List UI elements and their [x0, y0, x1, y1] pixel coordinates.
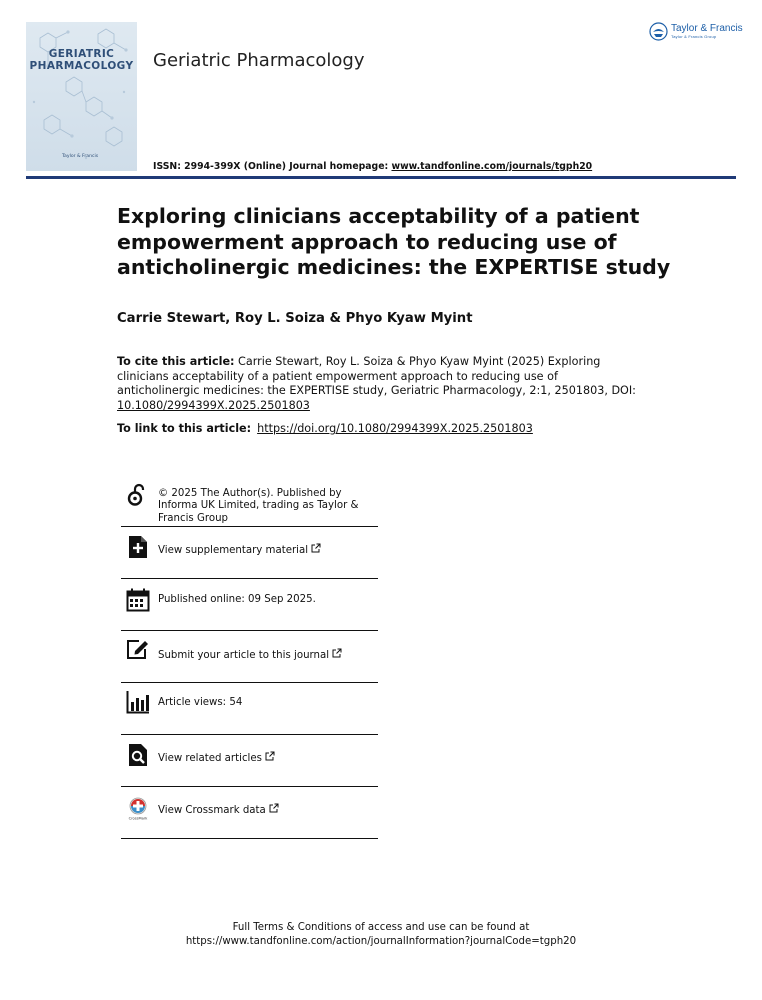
submit-row[interactable]: [121, 631, 378, 683]
article-views: Article views: 54: [158, 697, 243, 708]
issn-text: ISSN: 2994-399X (Online) Journal homepage:: [153, 161, 392, 172]
related-articles-search-icon: [126, 743, 150, 767]
external-link-icon: [311, 543, 321, 553]
article-link-line: [117, 422, 533, 435]
published-date: Published online: 09 Sep 2025.: [158, 594, 316, 605]
citation-block: [117, 355, 637, 413]
submit-label: Submit your article to this journal: [158, 650, 330, 661]
related-link[interactable]: [158, 751, 380, 765]
external-link-icon: [269, 803, 279, 813]
article-authors: Carrie Stewart, Roy L. Soiza & Phyo Kyaw Myint: [117, 311, 473, 326]
article-info-list: [121, 478, 378, 839]
citation-label: To cite this article:: [117, 355, 235, 368]
external-link-icon: [265, 751, 275, 761]
footer-terms-link[interactable]: https://www.tandfonline.com/action/journalInformation?journalCode=tgph20: [185, 936, 577, 947]
publisher-subname: Taylor & Francis Group: [671, 34, 717, 39]
license-text: © 2025 The Author(s). Published by Informa UK Limited, trading as Taylor & Francis Group: [158, 488, 359, 524]
cover-title-line1: GERIATRIC: [48, 48, 115, 60]
publisher-logo-icon: [649, 22, 668, 41]
license-row: [121, 478, 378, 527]
submit-link[interactable]: [158, 648, 380, 662]
article-doi-link[interactable]: https://doi.org/10.1080/2994399X.2025.2501803: [257, 422, 533, 435]
citation-text: Carrie Stewart, Roy L. Soiza & Phyo Kyaw Myint (2025) Exploring clinicians acceptability of a patient empowerment approach to reducing use of anticholinergic medicines: the EXPERTISE study, Geriatric Pharmacology, 2:1, 2501803, DOI:: [117, 355, 636, 398]
publisher-name: Taylor & Francis: [671, 23, 743, 34]
crossmark-link[interactable]: [158, 803, 380, 817]
article-link-label: To link to this article:: [117, 422, 252, 435]
header-divider: [26, 176, 736, 179]
cover-title-line2: PHARMACOLOGY: [29, 60, 134, 72]
footer-line1: Full Terms & Conditions of access and use can be found at: [232, 922, 530, 933]
journal-homepage-link[interactable]: www.tandfonline.com/journals/tgph20: [391, 161, 593, 172]
related-label: View related articles: [158, 753, 262, 764]
supplementary-label: View supplementary material: [158, 545, 309, 556]
cover-title: [26, 48, 137, 72]
supplementary-link[interactable]: [158, 543, 380, 557]
related-row[interactable]: [121, 735, 378, 787]
open-access-icon: [126, 483, 150, 507]
citation-doi-link[interactable]: 10.1080/2994399X.2025.2501803: [117, 398, 310, 412]
crossmark-icon: [126, 796, 150, 820]
cover-molecule-pattern: [26, 22, 137, 171]
crossmark-label: View Crossmark data: [158, 805, 266, 816]
edit-pencil-icon: [126, 638, 150, 662]
journal-name: Geriatric Pharmacology: [153, 50, 365, 71]
external-link-icon: [332, 648, 342, 658]
calendar-icon: [126, 588, 150, 612]
cover-publisher-mark: Taylor & Francis: [62, 154, 99, 159]
crossmark-row[interactable]: [121, 787, 378, 839]
crossmark-badge-text: CrossMark: [128, 816, 148, 820]
supplementary-file-icon: [126, 535, 150, 559]
views-row: [121, 683, 378, 735]
published-row: [121, 579, 378, 631]
bar-chart-icon: [126, 690, 150, 714]
supplementary-row[interactable]: [121, 527, 378, 579]
terms-footer: [0, 921, 762, 949]
issn-line: [153, 161, 592, 172]
article-title: Exploring clinicians acceptability of a patient empowerment approach to reducing use of anticholinergic medicines: the EXPERTISE study: [117, 204, 671, 279]
journal-cover-image: [26, 22, 137, 171]
publisher-logo[interactable]: [649, 22, 743, 42]
